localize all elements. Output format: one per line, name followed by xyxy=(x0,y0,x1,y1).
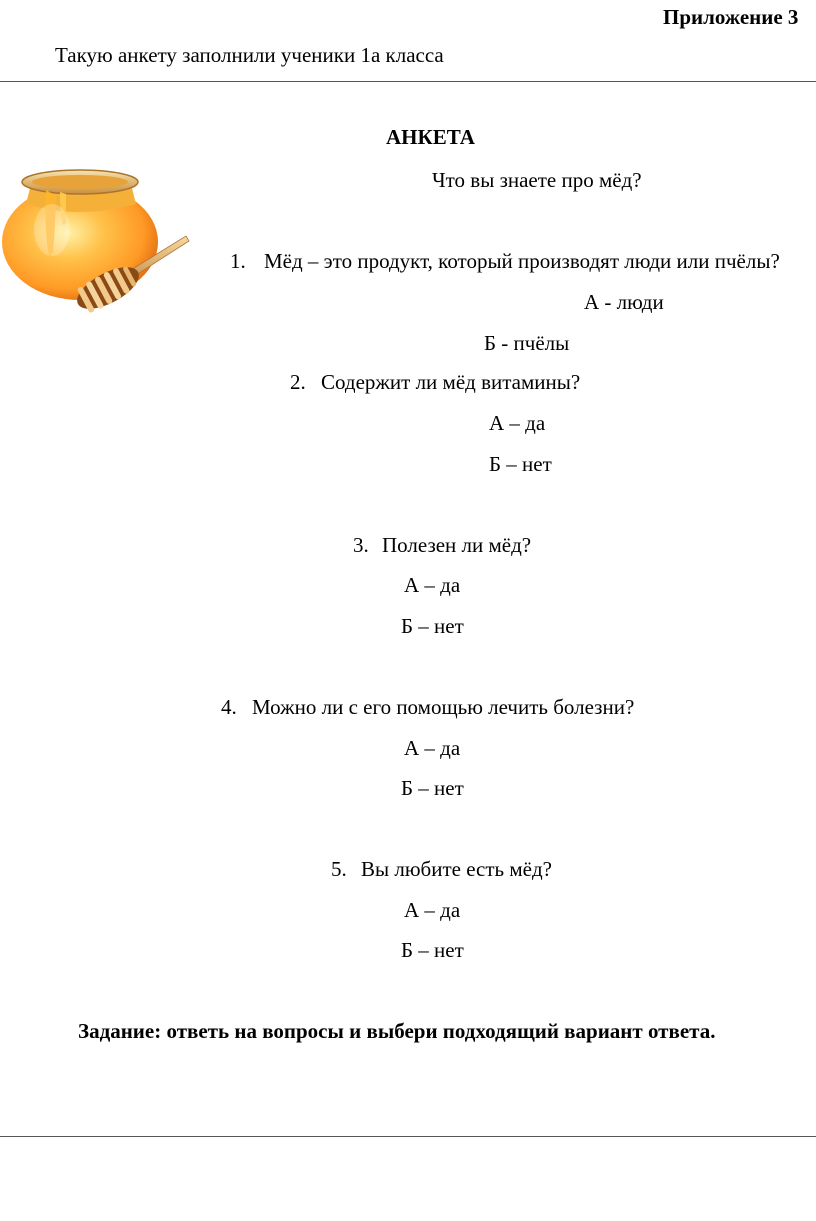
survey-title: АНКЕТА xyxy=(386,125,475,149)
question-4-option-b: Б – нет xyxy=(401,776,464,800)
question-5-option-a: А – да xyxy=(404,898,461,922)
question-4-number: 4. xyxy=(221,695,237,719)
question-2-text: Содержит ли мёд витамины? xyxy=(321,370,581,394)
top-divider xyxy=(0,81,816,82)
question-2-option-a: А – да xyxy=(489,411,546,435)
intro-text: Такую анкету заполнили ученики 1а класса xyxy=(55,43,444,67)
question-3-text: Полезен ли мёд? xyxy=(382,533,532,557)
honey-pot-icon xyxy=(0,160,195,325)
question-2-option-b: Б – нет xyxy=(489,452,552,476)
question-5-text: Вы любите есть мёд? xyxy=(361,857,552,881)
question-3-option-a: А – да xyxy=(404,573,461,597)
question-1-number: 1. xyxy=(230,249,246,273)
question-1-option-a: А - люди xyxy=(584,290,664,314)
task-text: Задание: ответь на вопросы и выбери подходящий вариант ответа. xyxy=(78,1019,716,1043)
question-2-number: 2. xyxy=(290,370,306,394)
question-3-number: 3. xyxy=(353,533,369,557)
question-3-option-b: Б – нет xyxy=(401,614,464,638)
question-1-option-b: Б - пчёлы xyxy=(484,331,570,355)
appendix-label: Приложение 3 xyxy=(663,5,799,29)
bottom-divider xyxy=(0,1136,816,1137)
question-5-option-b: Б – нет xyxy=(401,938,464,962)
survey-subtitle: Что вы знаете про мёд? xyxy=(432,168,642,192)
question-4-option-a: А – да xyxy=(404,736,461,760)
question-5-number: 5. xyxy=(331,857,347,881)
question-1-text: Мёд – это продукт, который производят люди или пчёлы? xyxy=(264,249,780,273)
question-4-text: Можно ли с его помощью лечить болезни? xyxy=(252,695,635,719)
